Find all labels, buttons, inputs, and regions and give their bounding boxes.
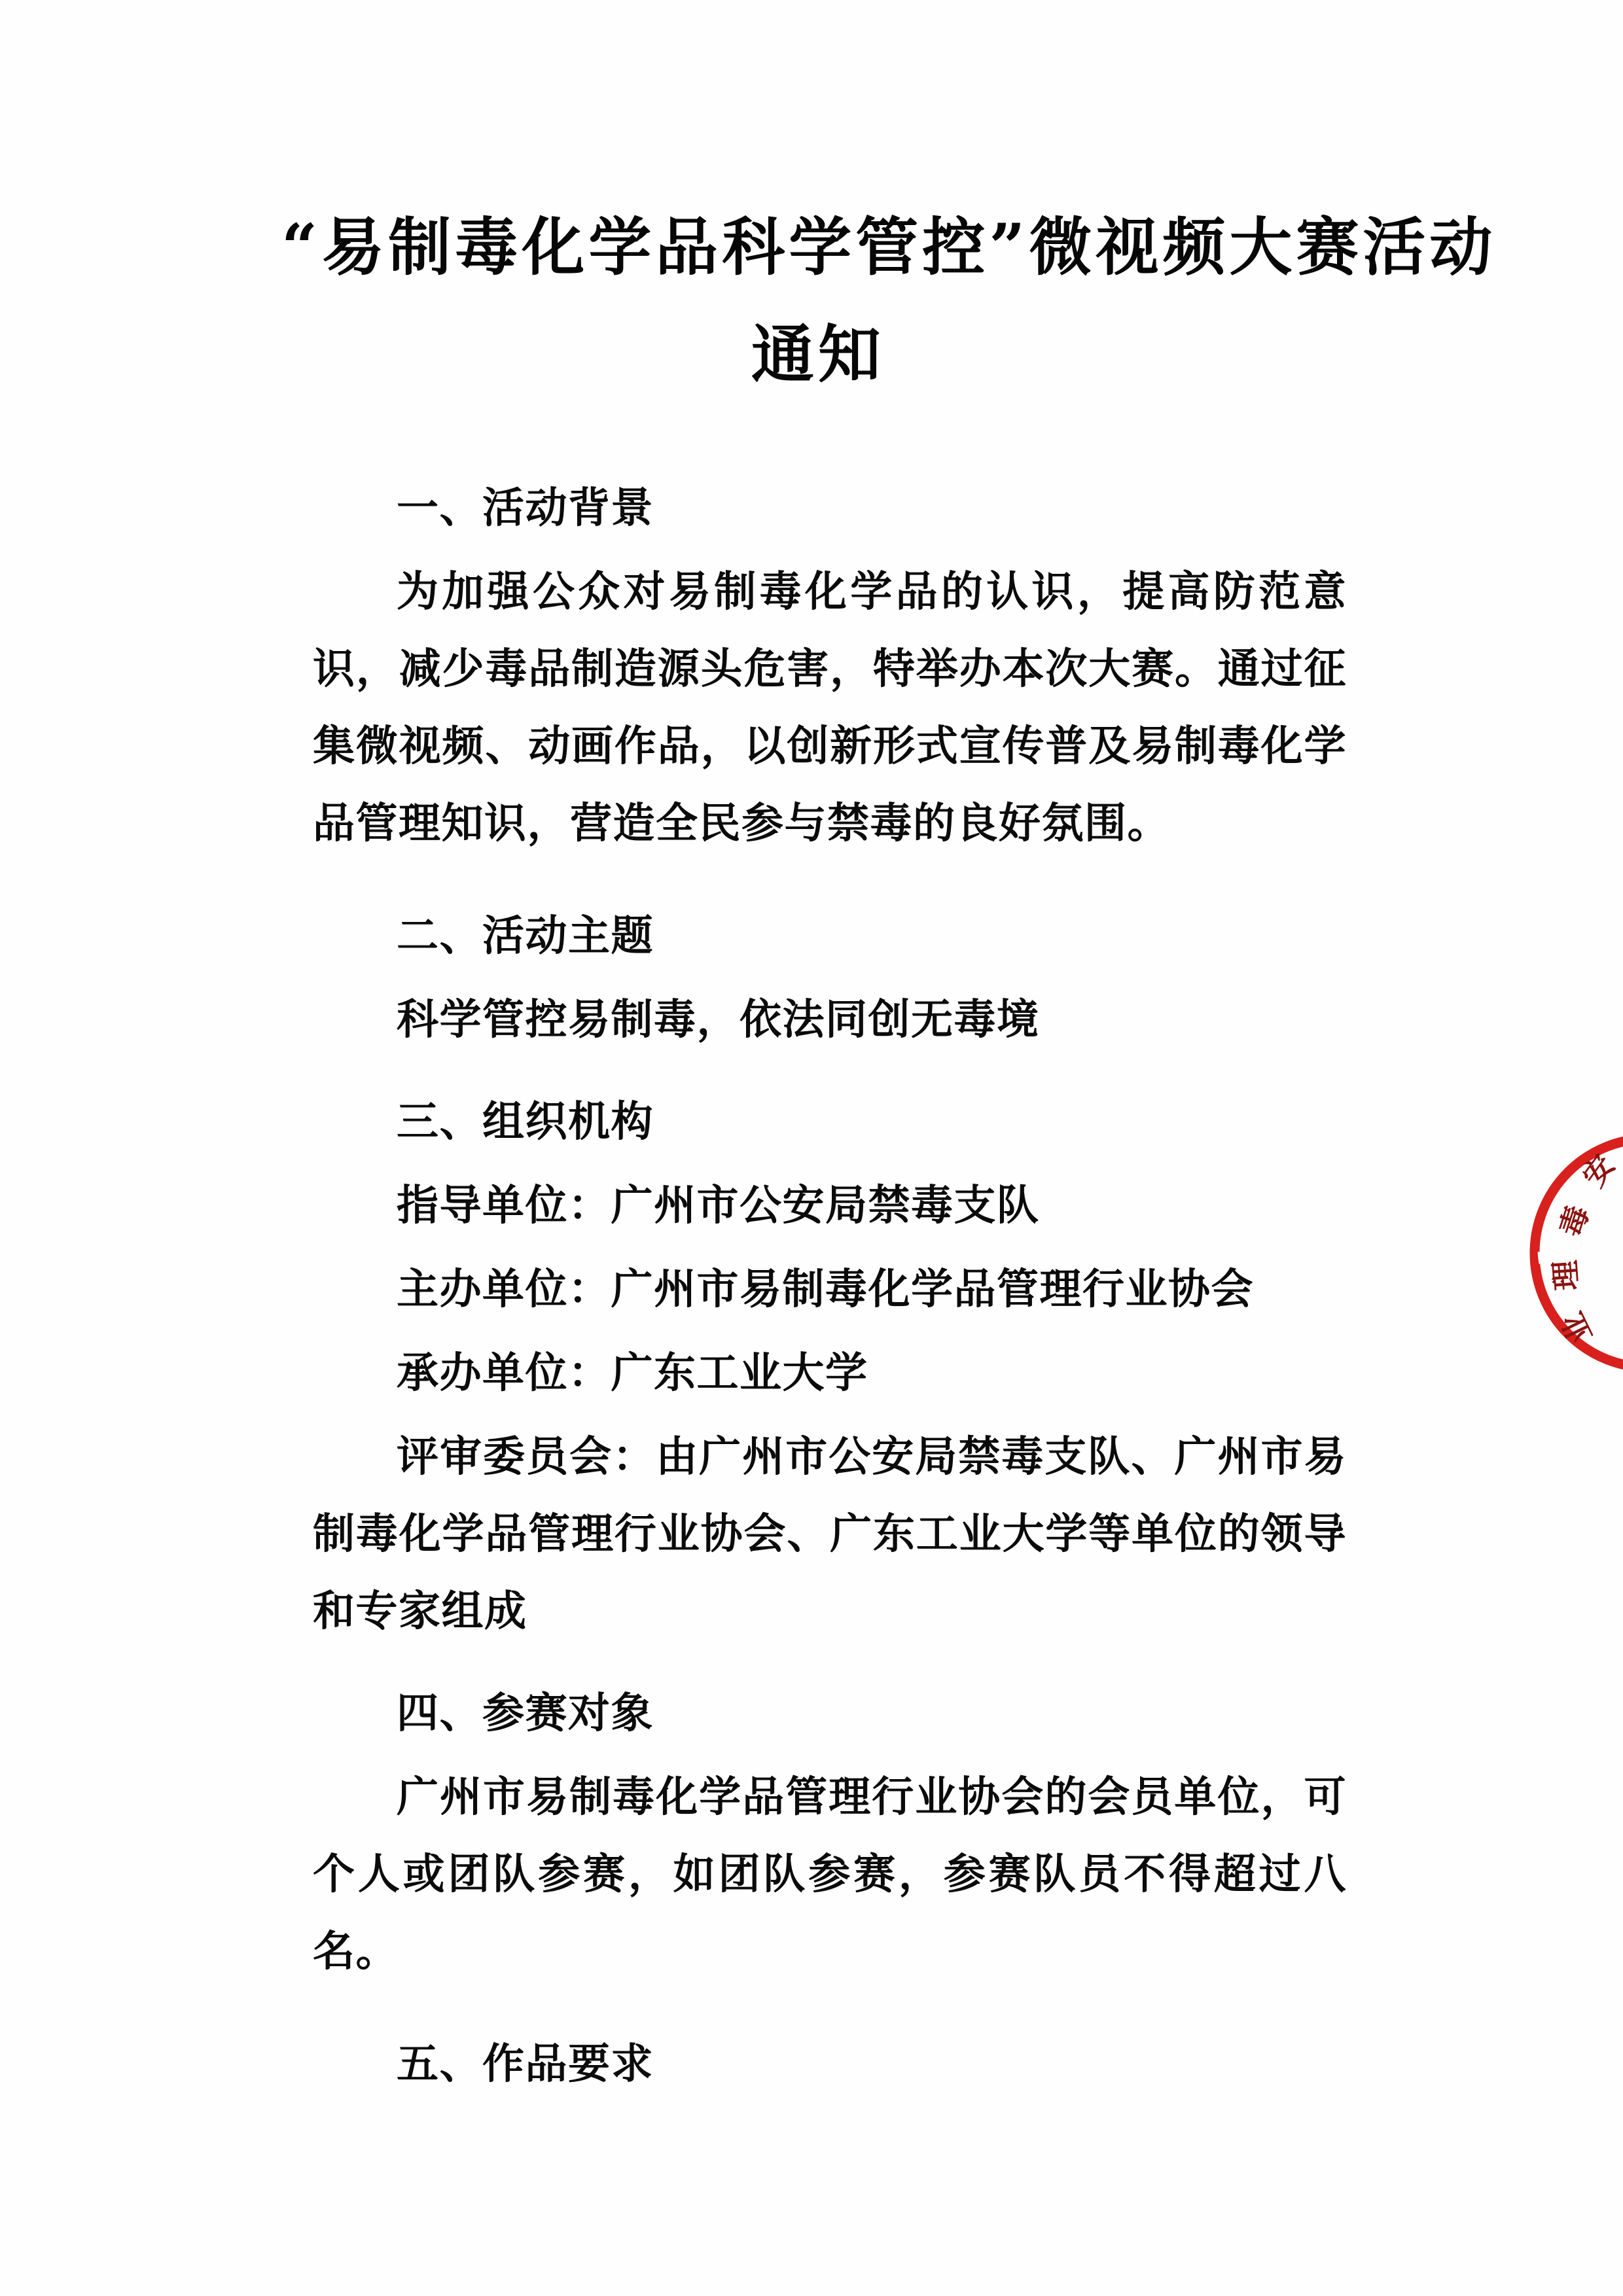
section-body-1: 为加强公众对易制毒化学品的认识，提高防范意识，减少毒品制造源头危害，特举办本次大赛。通过征集微视频、动画作品，以创新形式宣传普及易制毒化学品管理知识，营造全民参与禁毒的良好氛围。 — [313, 567, 1347, 848]
title-line-2: 通知 — [751, 317, 885, 391]
section-body-4: 广州市易制毒化学品管理行业协会的会员单位，可个人或团队参赛，如团队参赛，参赛队员不得超过八名。 — [313, 1773, 1347, 1976]
organizer-item-committee: 评审委员会：由广州市公安局禁毒支队、广州市易制毒化学品管理行业协会、广东工业大学等单位的领导和专家组成 — [313, 1432, 1347, 1636]
section-heading-1: 一、活动背景 — [397, 484, 654, 533]
seal-ink-break-lower — [1541, 1252, 1542, 1263]
red-seal-stamp — [1525, 1129, 1623, 1377]
section-heading-3: 三、组织机构 — [397, 1097, 654, 1146]
organizer-item-host: 主办单位：广州市易制毒化学品管理行业协会 — [397, 1265, 1254, 1314]
seal-char-2: 毒 — [1553, 1201, 1596, 1241]
seal-char-3: 理 — [1546, 1259, 1584, 1292]
document-body — [313, 458, 1347, 2110]
section-body-2: 科学管控易制毒，依法同创无毒境 — [397, 995, 1040, 1044]
seal-character-group — [1547, 1148, 1622, 1349]
organizer-item-undertaker: 承办单位：广东工业大学 — [397, 1349, 868, 1398]
section-heading-4: 四、参赛对象 — [397, 1689, 654, 1738]
seal-char-1: 安 — [1575, 1148, 1622, 1193]
seal-char-4: 业 — [1554, 1306, 1599, 1349]
organizer-item-guidance: 指导单位：广州市公安局禁毒支队 — [397, 1181, 1040, 1230]
document-title — [281, 210, 1497, 391]
red-seal-graphic — [1525, 1129, 1623, 1377]
title-line-1: “易制毒化学品科学管控”微视频大赛活动 — [281, 210, 1497, 284]
seal-ink-break-upper — [1544, 1206, 1556, 1233]
section-heading-2: 二、活动主题 — [397, 911, 654, 961]
section-heading-5: 五、作品要求 — [397, 2040, 654, 2089]
seal-outer-ring — [1535, 1139, 1623, 1368]
